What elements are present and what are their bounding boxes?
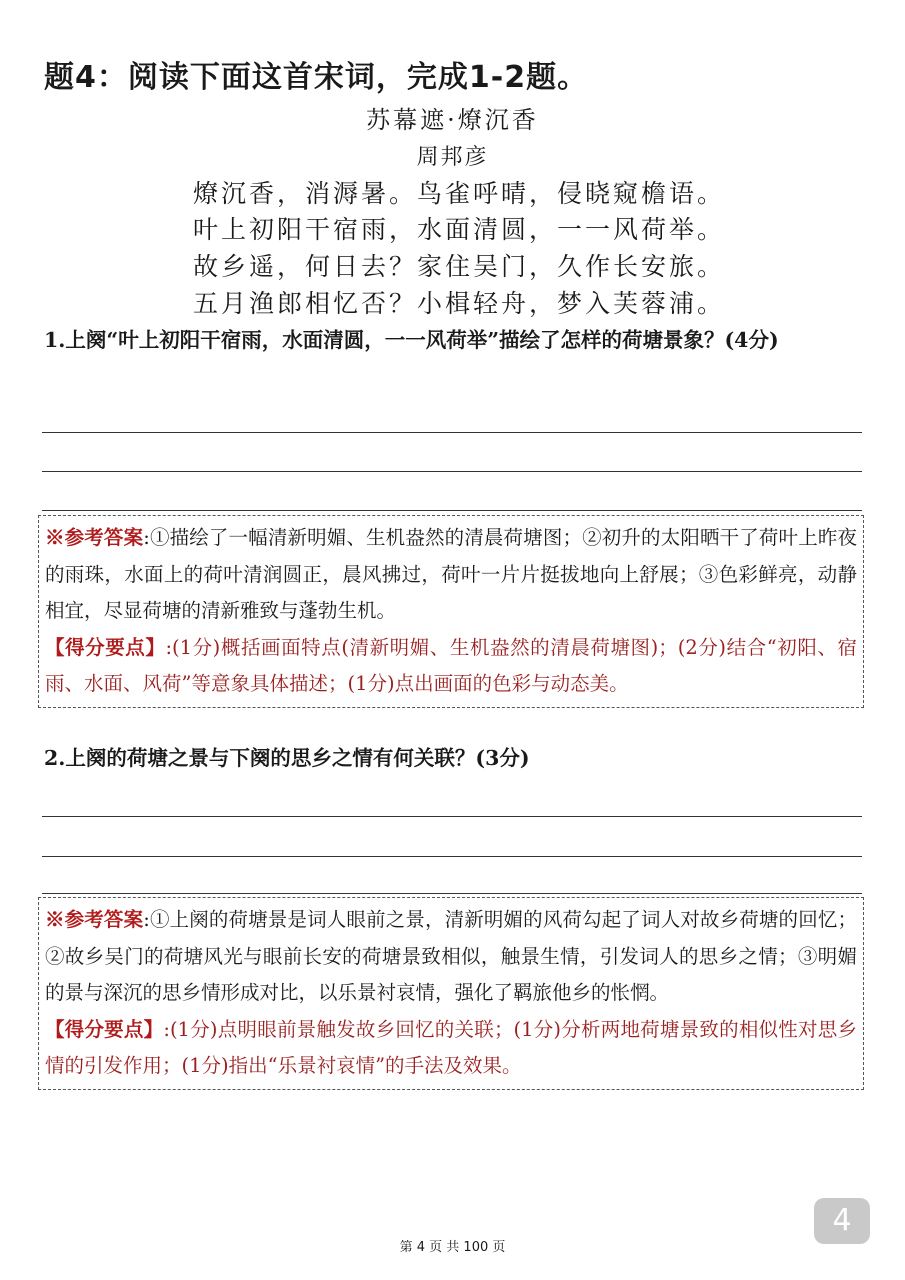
answer-line	[42, 471, 862, 472]
points-text: :(1分)点明眼前景触发故乡回忆的关联；(1分)分析两地荷塘景致的相似性对思乡情的引发作用；(1分)指出“乐景衬哀情”的手法及效果。	[45, 1017, 857, 1077]
answer-box-2	[38, 897, 864, 1090]
answer-text: :①描绘了一幅清新明媚、生机盎然的清晨荷塘图；②初升的太阳晒干了荷叶上昨夜的雨珠，水面上的荷叶清润圆正，晨风拂过，荷叶一片片挺拔地向上舒展；③色彩鲜亮，动静相宜，尽显荷塘的清新雅致与蓬勃生机。	[45, 526, 857, 622]
answer-line	[42, 856, 862, 857]
answer-line	[42, 893, 862, 894]
poem-line: 五月渔郎相忆否？小楫轻舟，梦入芙蓉浦。	[193, 289, 726, 318]
answer-line	[42, 510, 862, 511]
points-text: :(1分)概括画面特点(清新明媚、生机盎然的清晨荷塘图)；(2分)结合“初阳、宿雨、水面、风荷”等意象具体描述；(1分)点出画面的色彩与动态美。	[45, 635, 857, 695]
poem-author: 周邦彦	[416, 145, 489, 170]
poem-title: 苏幕遮·燎沉香	[366, 106, 539, 134]
question-2: 2.上阕的荷塘之景与下阕的思乡之情有何关联？(3分)	[44, 746, 530, 770]
answer-label: ※参考答案	[45, 526, 144, 549]
answer-line	[42, 432, 862, 433]
answer-label: ※参考答案	[45, 908, 144, 931]
poem-line: 叶上初阳干宿雨，水面清圆，一一风荷举。	[193, 215, 726, 244]
page-footer: 第 4 页 共 100 页	[399, 1240, 506, 1255]
answer-box-1	[38, 515, 864, 708]
question-1: 1.上阕“叶上初阳干宿雨，水面清圆，一一风荷举”描绘了怎样的荷塘景象？(4分)	[44, 328, 779, 352]
poem-line: 燎沉香，消溽暑。鸟雀呼晴，侵晓窥檐语。	[193, 179, 726, 208]
page-number-badge: 4	[814, 1198, 870, 1244]
exercise-title: 题4：阅读下面这首宋词，完成1-2题。	[44, 60, 589, 95]
answer-text: :①上阕的荷塘景是词人眼前之景，清新明媚的风荷勾起了词人对故乡荷塘的回忆；②故乡吴门的荷塘风光与眼前长安的荷塘景致相似，触景生情，引发词人的思乡之情；③明媚的景与深沉的思乡情形成对比，以乐景衬哀情，强化了羁旅他乡的怅惘。	[45, 908, 857, 1004]
answer-line	[42, 816, 862, 817]
points-label: 【得分要点】	[45, 1017, 164, 1041]
points-label: 【得分要点】	[45, 635, 166, 659]
poem-line: 故乡遥，何日去？家住吴门，久作长安旅。	[193, 252, 726, 281]
